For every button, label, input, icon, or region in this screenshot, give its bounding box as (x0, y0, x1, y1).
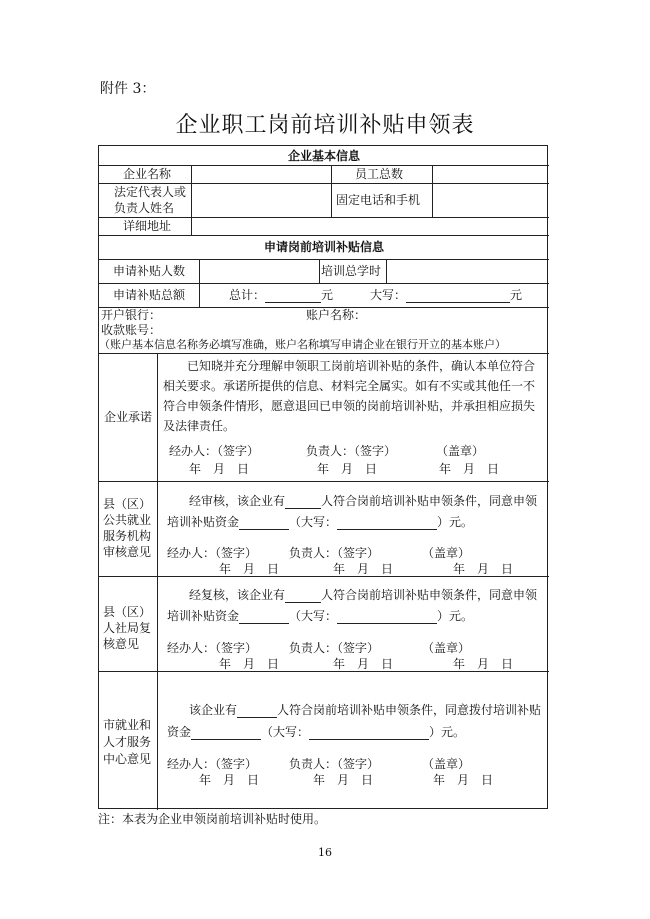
county-service-date: 年 月 日 (333, 562, 394, 576)
county-hr-opinion-line2: 培训补贴资金 （大写： ）元。 (167, 609, 474, 623)
pledge-date: 年 月 日 (439, 462, 500, 476)
county-hr-date: 年 月 日 (333, 657, 394, 671)
col-divider (432, 165, 433, 217)
col-divider (199, 283, 200, 307)
col-divider (319, 259, 320, 283)
account-note: （账户基本信息名称务必填写准确，账户名称填写申请企业在银行开立的基本账户） (99, 338, 506, 351)
county-hr-date: 年 月 日 (453, 657, 514, 671)
section-header-apply: 申请岗前培训补贴信息 (263, 240, 384, 254)
county-service-date: 年 月 日 (219, 562, 280, 576)
city-center-opinion-line1: 该企业有 人符合岗前培训补贴申领条件，同意拨付培训补贴 (189, 703, 542, 717)
total-amount-line: 总计： 元 (229, 288, 334, 302)
employee-total-label: 员工总数 (355, 167, 404, 181)
account-number-label: 收款账号： (101, 323, 162, 337)
phone-label: 固定电话和手机 (336, 193, 421, 207)
company-name-label: 企业名称 (123, 167, 172, 181)
section-header-basic: 企业基本信息 (287, 149, 360, 163)
row-divider (99, 481, 549, 482)
county-service-opinion-line2: 培训补贴资金 （大写： ）元。 (167, 515, 474, 529)
county-service-label: 服务机构 (103, 529, 152, 543)
city-center-date: 年 月 日 (433, 773, 494, 787)
county-service-label: 县（区） (103, 497, 152, 511)
county-hr-leader-sign: 负责人：（签字） (289, 641, 380, 655)
form-title: 企业职工岗前培训补贴申领表 (175, 113, 475, 138)
county-hr-label: 核意见 (103, 637, 140, 651)
capital-amount-line: 大写： 元 (370, 288, 523, 302)
county-hr-label: 人社局复 (103, 621, 152, 635)
pledge-text: 已知晓并充分理解申领职工岗前培训补贴的条件，确认本单位符合相关要求。承诺所提供的信息、材料完全属实。如有不实或其他任一不符合申领条件情形，愿意退回已申领的岗前培训补贴，并承担相应损失及法律责任。 (163, 359, 536, 433)
county-hr-seal: （盖章） (422, 641, 471, 655)
subsidy-count-label: 申请补贴人数 (113, 264, 186, 278)
county-service-date: 年 月 日 (453, 562, 514, 576)
county-service-opinion-line1: 经审核，该企业有 人符合岗前培训补贴申领条件，同意申领 (189, 494, 538, 508)
county-hr-opinion-line1: 经复核，该企业有 人符合岗前培训补贴申领条件，同意申领 (189, 588, 538, 602)
city-center-label: 人才服务 (103, 735, 152, 749)
row-divider (99, 259, 549, 260)
row-divider (99, 235, 549, 236)
address-label: 详细地址 (123, 219, 172, 233)
city-center-label: 中心意见 (103, 752, 152, 766)
col-divider (157, 353, 158, 810)
subsidy-amount-label: 申请补贴总额 (113, 288, 186, 302)
county-service-handler-sign: 经办人：（签字） (167, 546, 258, 560)
city-center-seal: （盖章） (422, 757, 471, 771)
col-divider (386, 259, 387, 283)
pledge-label: 企业承诺 (104, 410, 153, 424)
col-divider (191, 165, 192, 235)
county-hr-date: 年 月 日 (219, 657, 280, 671)
county-hr-handler-sign: 经办人：（签字） (167, 641, 258, 655)
footnote: 注：本表为企业申领岗前培训补贴时使用。 (98, 812, 327, 826)
bank-label: 开户银行： (101, 308, 162, 322)
city-center-leader-sign: 负责人：（签字） (289, 757, 380, 771)
legal-rep-label-line2: 负责人姓名 (114, 201, 175, 215)
city-center-label: 市就业和 (103, 718, 152, 732)
pledge-seal: （盖章） (436, 444, 485, 458)
city-center-date: 年 月 日 (313, 773, 374, 787)
col-divider (199, 259, 200, 283)
page-number: 16 (318, 846, 332, 859)
pledge-leader-sign: 负责人：（签字） (306, 444, 397, 458)
attachment-label: 附件 3： (100, 81, 156, 97)
training-hours-label: 培训总学时 (321, 264, 382, 278)
city-center-opinion-line2: 资金 （大写： ）元。 (167, 725, 466, 739)
col-divider (331, 165, 332, 217)
county-service-label: 审核意见 (103, 545, 152, 559)
county-service-label: 公共就业 (103, 513, 152, 527)
application-form-table (98, 145, 548, 809)
row-divider (99, 283, 549, 284)
county-service-leader-sign: 负责人：（签字） (289, 546, 380, 560)
city-center-date: 年 月 日 (199, 773, 260, 787)
row-divider (99, 353, 549, 354)
county-service-seal: （盖章） (422, 546, 471, 560)
legal-rep-label-line1: 法定代表人或 (114, 185, 187, 199)
city-center-handler-sign: 经办人：（签字） (167, 757, 258, 771)
pledge-date: 年 月 日 (189, 462, 250, 476)
county-hr-label: 县（区） (103, 605, 152, 619)
pledge-handler-sign: 经办人：（签字） (169, 444, 260, 458)
account-name-label: 账户名称： (306, 308, 367, 322)
pledge-date: 年 月 日 (317, 462, 378, 476)
